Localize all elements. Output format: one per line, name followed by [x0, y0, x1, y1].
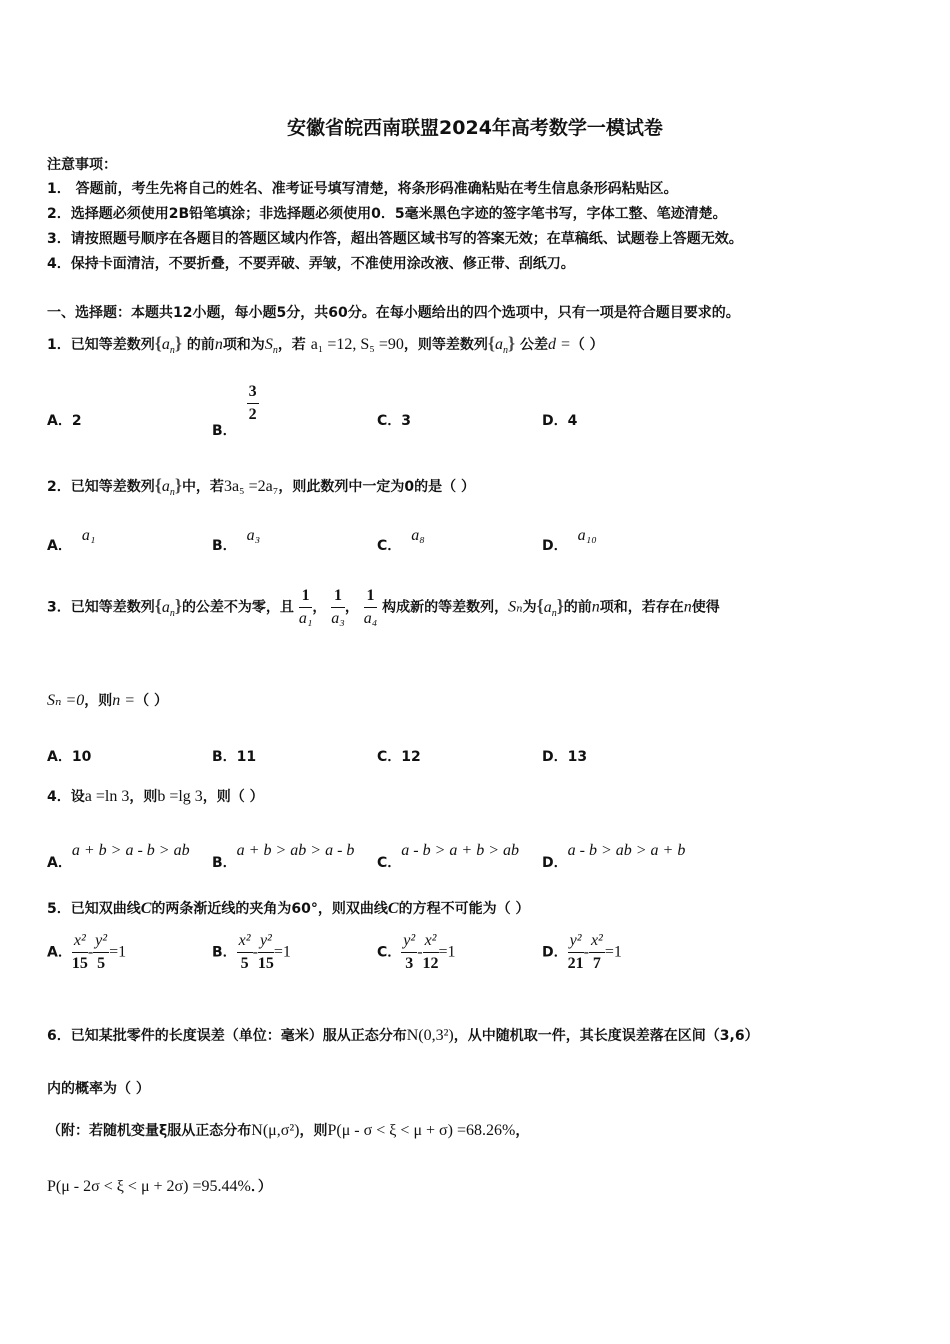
- option-b: B．11: [212, 749, 257, 765]
- question-6-note: （附：若随机变量ξ服从正态分布N(μ,σ²)，则P(μ - σ < ξ < μ + σ) =68.26%，: [47, 1122, 530, 1139]
- notice-item: 2．选择题必须使用2B铅笔填涂；非选择题必须使用0．5毫米黑色字迹的签字笔书写，字体工整、笔迹清楚。: [47, 206, 727, 222]
- question-5: 5．已知双曲线C的两条渐近线的夹角为60°，则双曲线C的方程不可能为（ ）: [47, 900, 530, 917]
- option-d: D．4: [542, 413, 578, 429]
- option-a: A．a + b > a - b > ab: [47, 842, 190, 871]
- question-4: 4．设a =ln 3，则b =lg 3，则（ ）: [47, 788, 264, 805]
- notice-item: 3．请按照题号顺序在各题目的答题区域内作答，超出答题区域书写的答案无效；在草稿纸、试题卷上答题无效。: [47, 231, 743, 247]
- option-d: D．13: [542, 749, 588, 765]
- section-heading: 一、选择题：本题共12小题，每小题5分，共60分。在每小题给出的四个选项中，只有一项是符合题目要求的。: [47, 305, 740, 321]
- option-a: A．10: [47, 749, 92, 765]
- option-d: D． $\frac{\text{y²}}{21}$ - $\frac{\text{x²}}{7}$ =1: [542, 932, 622, 972]
- option-c: C．12: [377, 749, 421, 765]
- option-b: B． $\frac{3}{2}$: [212, 383, 257, 439]
- option-a: A．2: [47, 413, 82, 429]
- option-b: B． $\frac{\text{x²}}{5}$ - $\frac{\text{y²}}{15}$ =1: [212, 932, 291, 972]
- question-3-cont: Sₙ =0，则n =（ ）: [47, 692, 168, 709]
- question-6-cont: 内的概率为（ ）: [47, 1081, 150, 1097]
- option-d: D．a₁₀: [542, 527, 597, 554]
- q1-condition: a₁ =12, S₅ =90: [310, 336, 404, 353]
- option-a: A． $\frac{\text{x²}}{15}$ - $\frac{\text{y²}}{5}$ =1: [47, 932, 127, 972]
- question-2: 2．已知等差数列$\{a_n\}$中，若3a₅ =2a₇，则此数列中一定为0的是（ ）: [47, 475, 475, 499]
- q1-blank: （ ）: [570, 337, 604, 353]
- option-a: A．a₁: [47, 527, 96, 554]
- option-c: C．a₈: [377, 527, 425, 554]
- option-d: D．a - b > ab > a + b: [542, 842, 686, 871]
- option-c: C． $\frac{\text{y²}}{3}$ - $\frac{\text{x²}}{12}$ =1: [377, 932, 456, 972]
- option-c: C．3: [377, 413, 412, 429]
- question-3: 3．已知等差数列$\{a_n\}$的公差不为零，且 $\frac{1}{\text{a₁}}$ ， $\frac{1}{\text{a₃}}$ ， $\frac{1}{\text{a₄}}$ 构成新的等差数列，Sₙ为$\{a_n\}$的前n项和，若存在n使得: [47, 587, 720, 627]
- notice-item: 1． 答题前，考生先将自己的姓名、准考证号填写清楚，将条形码准确粘贴在考生信息条形码粘贴区。: [47, 181, 678, 197]
- option-b: B．a + b > ab > a - b: [212, 842, 355, 871]
- q1-seq: $a_n$: [161, 336, 175, 357]
- notice-item: 4．保持卡面清洁，不要折叠，不要弄破、弄皱，不准使用涂改液、修正带、刮纸刀。: [47, 256, 575, 272]
- q1-text: 1．已知等差数列: [47, 337, 155, 353]
- notice-heading: 注意事项：: [47, 157, 117, 173]
- option-b: B．a₃: [212, 527, 261, 554]
- q2-condition: 3a₅ =2a₇: [223, 478, 279, 495]
- question-6-note-2: P(μ - 2σ < ξ < μ + 2σ) =95.44%．）: [47, 1178, 272, 1195]
- option-c: C．a - b > a + b > ab: [377, 842, 519, 871]
- question-6: 6．已知某批零件的长度误差（单位：毫米）服从正态分布N(0,3²)，从中随机取一件，其长度误差落在区间（3,6）: [47, 1027, 759, 1044]
- page-title: 安徽省皖西南联盟2024年高考数学一模试卷: [287, 117, 663, 139]
- question-1: 1．已知等差数列$\{a_n\}$ 的前n项和为$S_n$，若 a₁ =12, S₅ =90，则等差数列$\{a_n\}$ 公差d =（ ）: [47, 333, 604, 357]
